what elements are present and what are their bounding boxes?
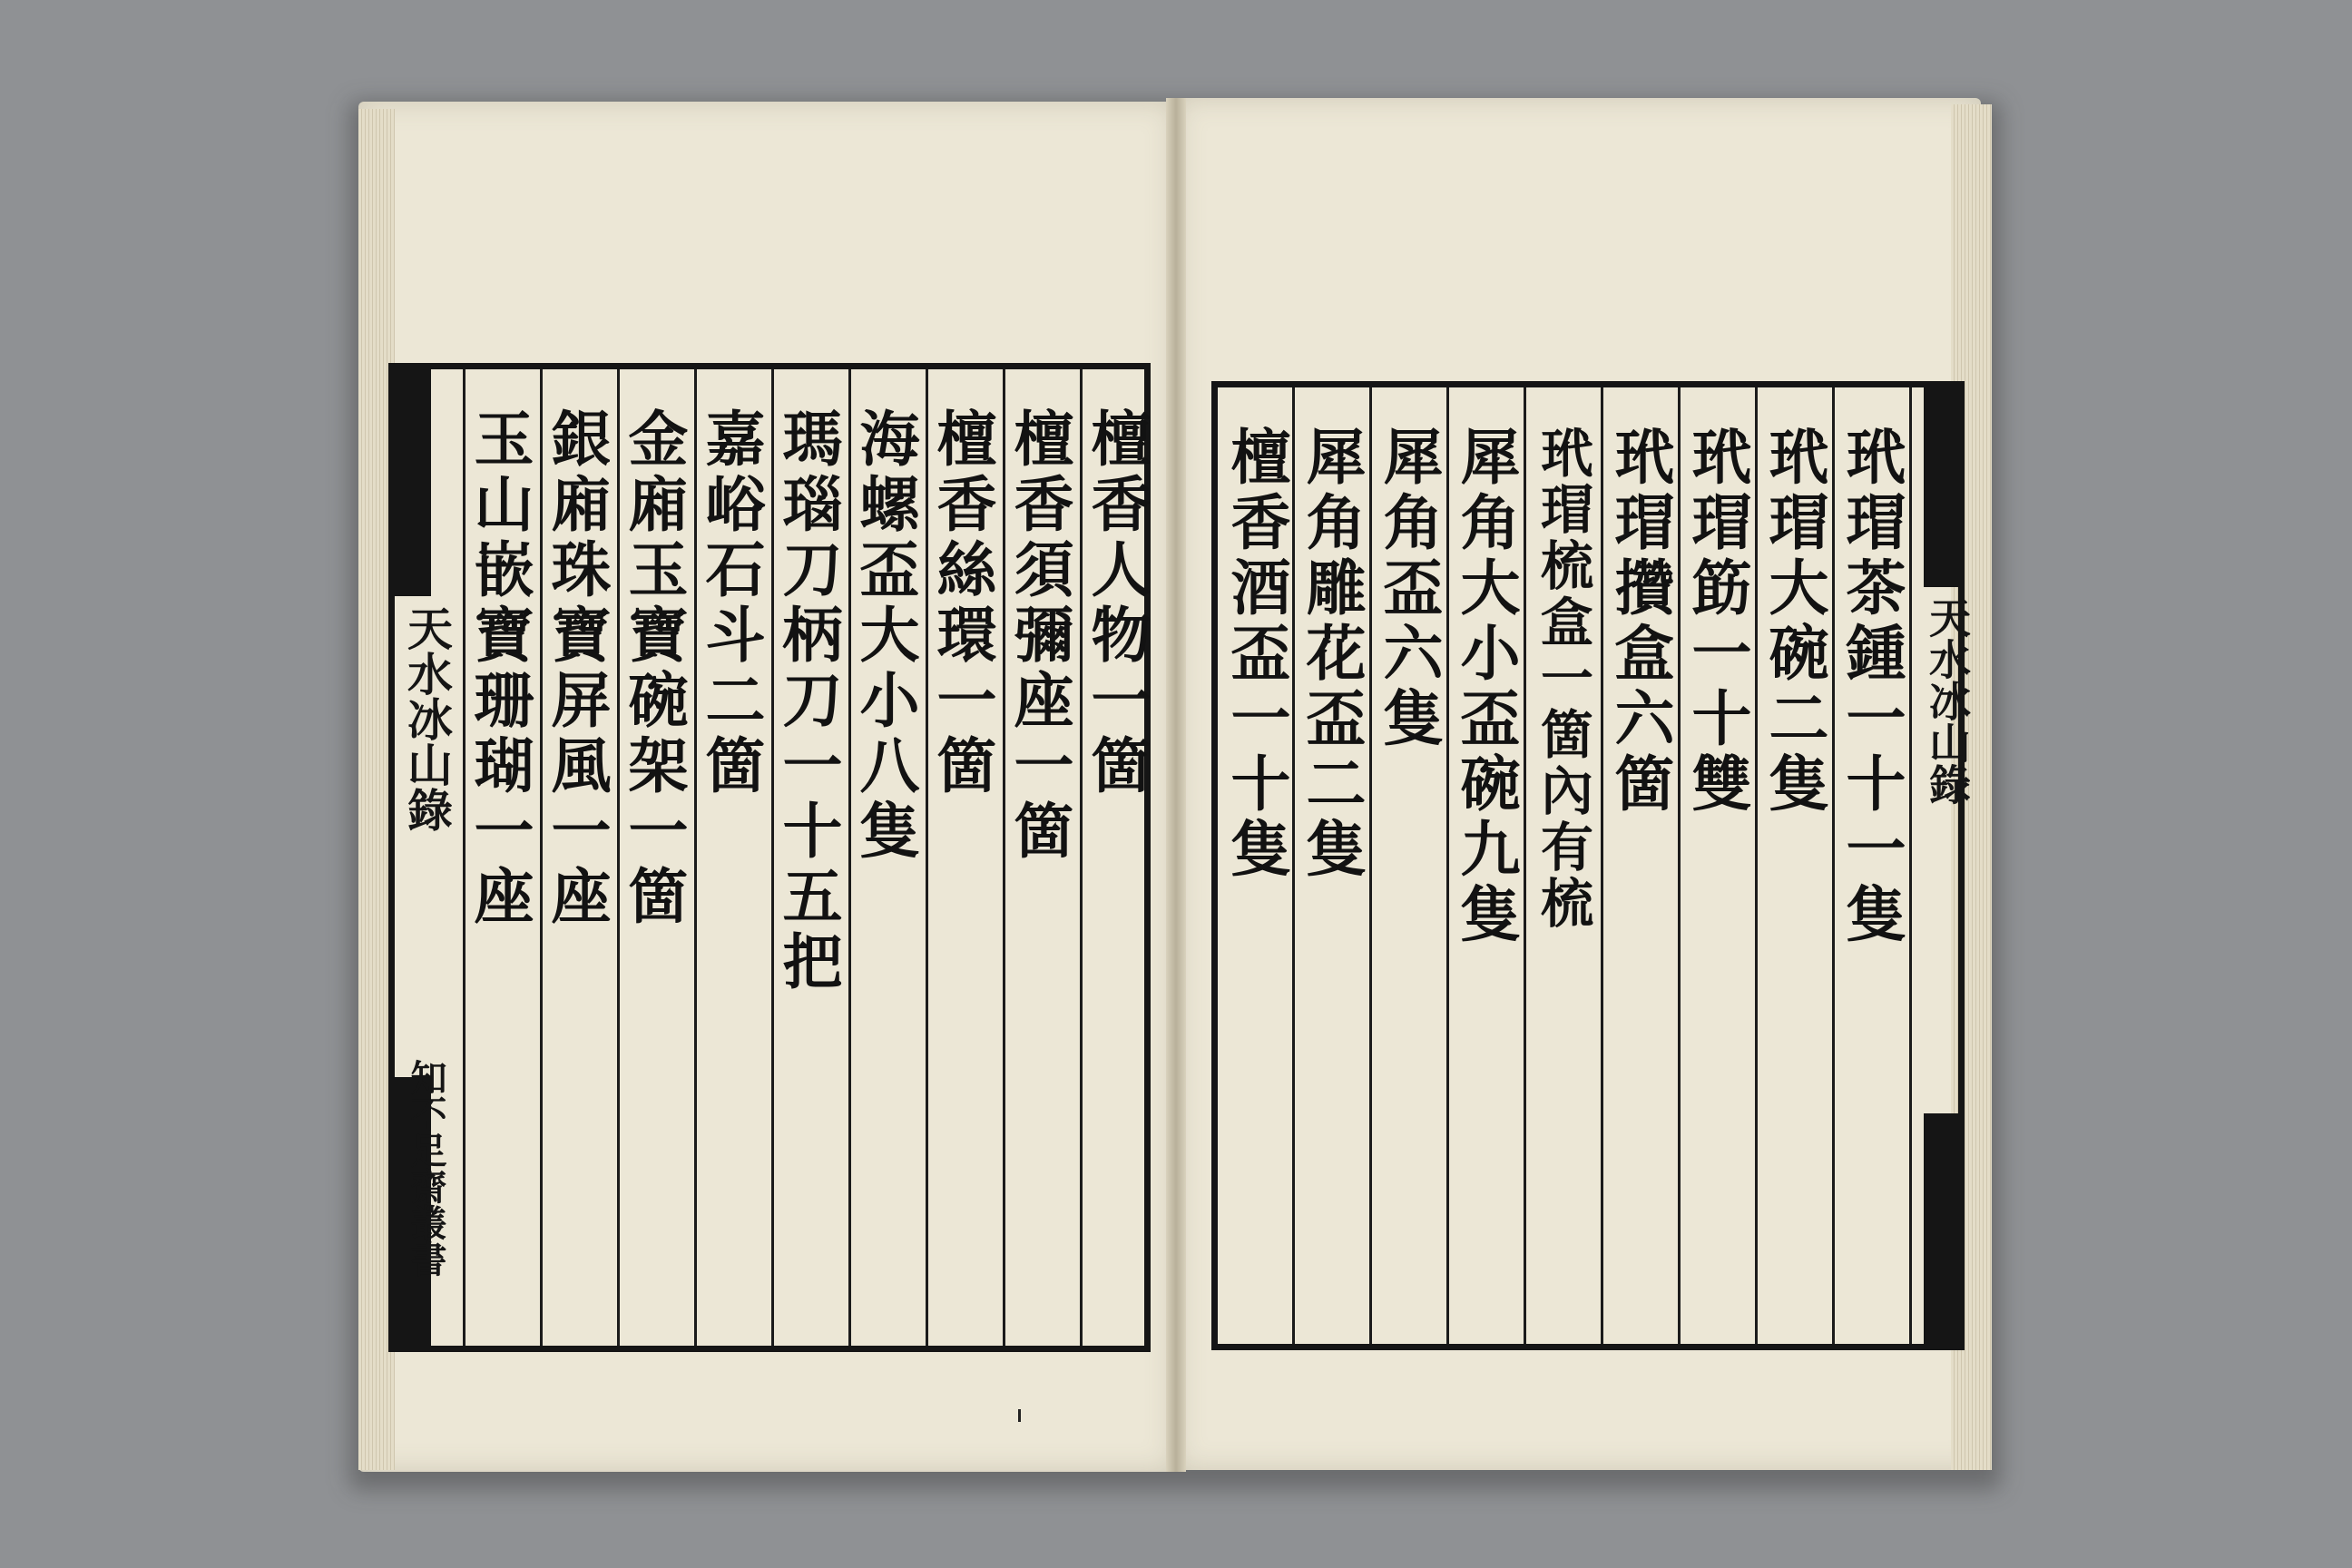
fish-tail-mark (1924, 387, 1958, 587)
text-column: 玳瑁茶鍾一十一隻 (1836, 426, 1906, 948)
text-column: 檀香酒盃一十隻 (1220, 426, 1291, 883)
left-text-frame (388, 363, 1151, 1352)
text-column: 玳瑁大碗二隻 (1759, 426, 1829, 818)
fish-tail-mark (1924, 1113, 1958, 1349)
text-column: 海螺盃大小八隻 (849, 407, 920, 865)
text-column: 玉山嵌寶珊瑚一座 (464, 407, 534, 930)
text-column: 玳瑁梳盒一箇內有梳 (1532, 426, 1593, 932)
text-column: 嘉峪石斗二箇 (695, 407, 766, 799)
text-column: 檀香絲環一箇 (926, 407, 997, 799)
text-column: 犀角雕花盃二隻 (1296, 426, 1367, 883)
page-mark (1018, 1409, 1021, 1422)
margin-title: 天水冰山錄 (1923, 596, 1972, 805)
text-column: 犀角大小盃碗九隻 (1450, 426, 1521, 948)
margin-publisher: 知不足齋叢書 (405, 1059, 447, 1277)
text-column: 玳瑁攢盒六箇 (1604, 426, 1675, 818)
column-rule (1909, 387, 1912, 1344)
book-gutter (1166, 98, 1186, 1472)
text-column: 玳瑁筯一十雙 (1681, 426, 1752, 818)
text-column: 檀香人物一箇 (1081, 407, 1152, 799)
text-column: 銀廂珠寶屏風一座 (541, 407, 612, 930)
text-column: 檀香須彌座一箇 (1004, 407, 1074, 865)
fish-tail-mark (395, 369, 431, 596)
right-text-frame (1211, 381, 1972, 1350)
text-column: 瑪瑙刀柄刀一十五把 (772, 407, 843, 995)
text-column: 犀角盃六隻 (1373, 426, 1444, 752)
text-column: 金廂玉寶碗架一箇 (618, 407, 689, 930)
margin-title: 天水冰山錄 (400, 605, 454, 832)
